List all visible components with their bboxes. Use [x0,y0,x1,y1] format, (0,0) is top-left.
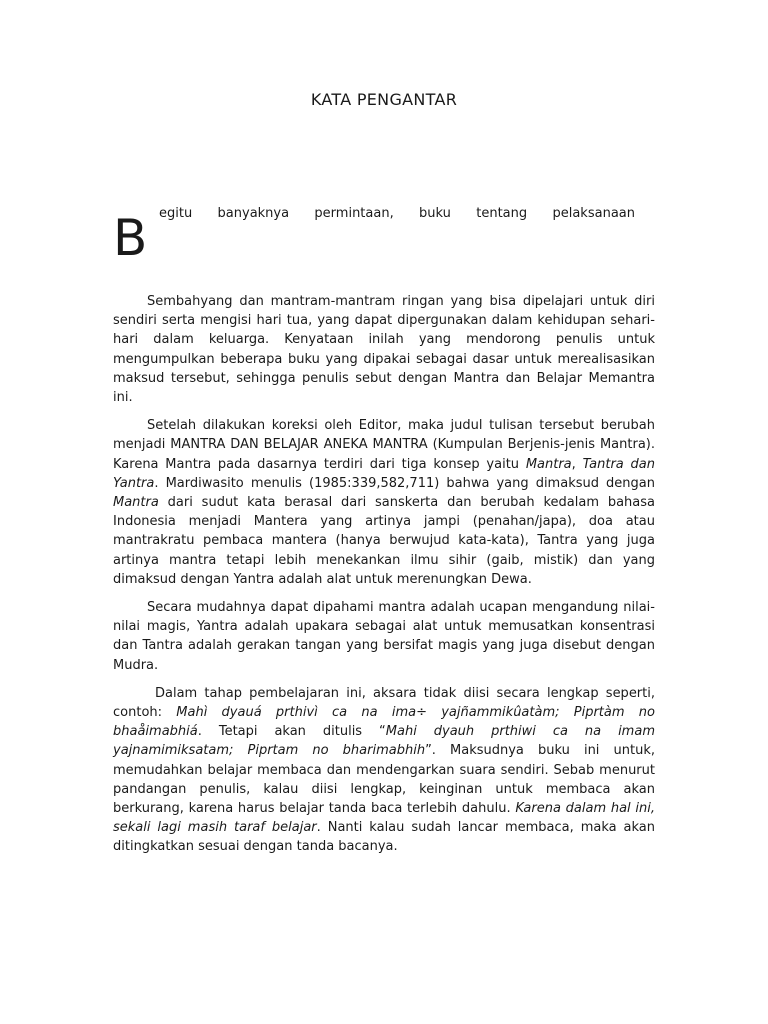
paragraph-4-part-d: . Nanti kalau sudah lancar membaca, maka akan ditingkatkan sesuai dengan tanda bacanya. [113,820,655,855]
paragraph-1: Sembahyang dan mantram-mantram ringan yang bisa dipelajari untuk diri sendiri serta mengisi hari tua, yang dapat dipergunakan dalam kehidupan sehari-hari dalam keluarga. Kenyataan inilah yang mendorong penulis untuk mengumpulkan beberapa buku yang dipakai sebagai dasar untuk merealisasikan maksud tersebut, sehingga penulis sebut dengan Mantra dan Belajar Memantra ini. [113,294,655,406]
dropcap-paragraph [113,205,635,265]
paragraph-4-part-c: ”. Maksudnya buku ini untuk, memudahkan belajar membaca dan mendengarkan suara sendiri. Sebab menurut pandangan penulis, kalau diisi lengkap, keinginan untuk membaca akan berkurang, karena harus belajar tanda baca terlebih dahulu. [113,743,655,817]
paragraph-2-part-b: , [571,456,583,472]
paragraph-4-part-a: Dalam tahap pembelajaran ini, aksara tidak diisi secara lengkap seperti, contoh: [113,685,655,721]
page-title: KATA PENGANTAR [310,90,458,109]
paragraph-2 [113,416,655,589]
paragraph-2-italic-tantra-yantra: Tantra dan Yantra [113,456,656,491]
dropcap-line: egitu banyaknya permintaan, buku tentang pelaksanaan [159,206,635,221]
paragraph-2-part-c: . Mardiwasito menulis (1985:339,582,711) bahwa yang dimaksud dengan [154,475,655,491]
paragraph-3: Secara mudahnya dapat dipahami mantra adalah ucapan mengandung nilai-nilai magis, Yantra adalah upakara sebagai alat untuk memusatkan konsentrasi dan Tantra adalah gerakan tangan yang bersifat magis yang juga disebut dengan Mudra. [113,600,655,673]
paragraph-4 [113,684,655,857]
paragraph-4-italic-transliteration: Mahi dyauh prthiwi ca na imam yajnamimiksatam; Piprtam no bharimabhih [113,724,655,759]
paragraph-2-part-a: Setelah dilakukan koreksi oleh Editor, maka judul tulisan tersebut berubah menjadi MANTRA DAN BELAJAR ANEKA MANTRA (Kumpulan Berjenis-jenis Mantra). Karena Mantra pada dasarnya terdiri dari tiga konsep yaitu [113,418,655,472]
paragraph-2-italic-mantra-2: Mantra [113,495,159,511]
paragraph-4-italic-note: Karena dalam hal ini, sekali lagi masih taraf belajar [113,801,655,836]
paragraph-2-part-d: dari sudut kata berasal dari sanskerta dan berubah kedalam bahasa Indonesia menjadi Mantera yang artinya jampi (penahan/japa), doa atau mantrakratu pembaca mantera (hanya berwujud kata-kata), Tantra yang juga artinya mantra tetapi lebih menekankan ilmu sihir (gaib, mistik) dan yang dimaksud dengan Yantra adalah alat untuk merenungkan Dewa. [113,495,655,587]
paragraph-4-italic-sanskrit: Mahì dyauá prthivì ca na ima÷ yajñammikûatàm; Piprtàm no bhaåimabhiá [113,705,655,740]
paragraph-2-italic-mantra: Mantra [525,456,572,472]
paragraph-4-part-b: . Tetapi akan ditulis “ [197,724,386,740]
body-text [113,292,655,866]
dropcap-letter: B [113,209,148,267]
